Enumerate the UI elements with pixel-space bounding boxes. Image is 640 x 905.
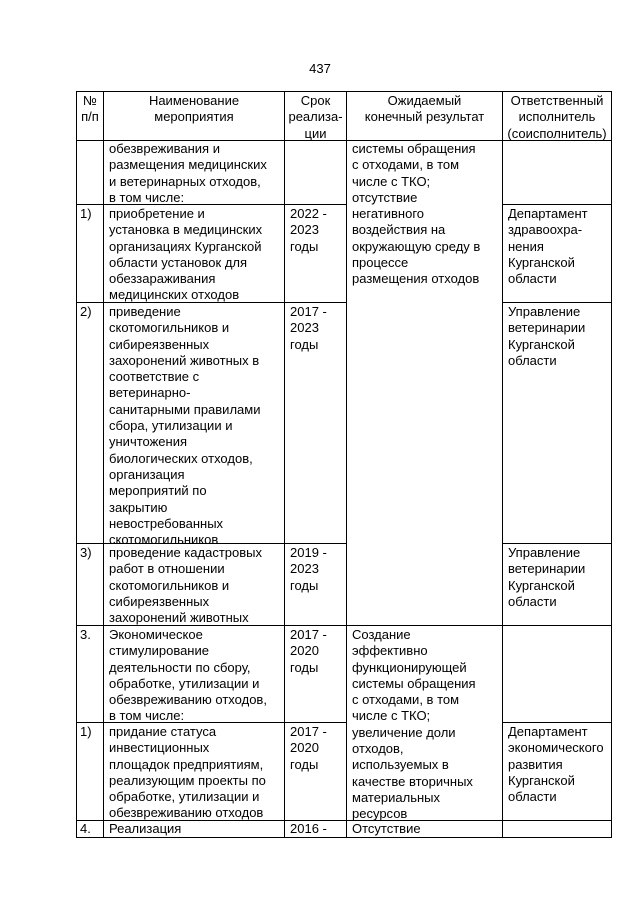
expected-result: системы обращения с отходами, в том числе с ТКО; отсутствие негативного воздействия на окружающую среду в процессе размещения отходов: [352, 141, 481, 287]
row-number: 2): [80, 304, 92, 319]
row-executor: Департамент экономического развития Курганской области: [508, 724, 604, 805]
table-rule: [502, 302, 612, 303]
row-name: придание статуса инвестиционных площадок предприятиям, реализующим проекты по обработке, утилизации и обезвреживанию отходов: [109, 724, 266, 821]
row-name: обезвреживания и размещения медицинских и ветеринарных отходов, в том числе:: [109, 141, 267, 205]
row-term: 2022 - 2023 годы: [290, 206, 327, 254]
row-name: приведение скотомогильников и сибиреязвенных захоронений животных в соответствие с ветеринарно- санитарными правилами сбора, утилизации и уничтожения биологических отходов, организация мероприятий по закрытию невостребованных скотомогильников: [109, 304, 261, 548]
row-name: Экономическое стимулирование деятельности по сбору, обработке, утилизации и обезвреживанию отходов, в том числе:: [109, 627, 267, 724]
table-rule: [284, 91, 285, 838]
row-executor: Департамент здравоохра- нения Курганской области: [508, 206, 588, 287]
row-number: 1): [80, 724, 92, 739]
table-rule: [611, 91, 612, 838]
row-term: 2019 - 2023 годы: [290, 545, 327, 593]
header-num: № п/п: [81, 93, 99, 125]
expected-result: Создание эффективно функционирующей системы обращения с отходами, в том числе с ТКО; увеличение доли отходов, используемых в качестве вторичных материальных ресурсов: [352, 627, 476, 822]
row-number: 4.: [80, 821, 91, 836]
row-term: 2017 - 2020 годы: [290, 627, 327, 675]
header-executor: Ответственный исполнитель (соисполнитель): [507, 93, 607, 141]
row-term: 2017 - 2020 годы: [290, 724, 327, 772]
table-rule: [502, 543, 612, 544]
table-rule: [502, 91, 503, 838]
row-name: Реализация: [109, 821, 182, 836]
table-rule: [103, 91, 104, 838]
row-executor: Управление ветеринарии Курганской области: [508, 545, 586, 609]
row-number: 3): [80, 545, 92, 560]
table-rule: [502, 204, 612, 205]
row-number: 1): [80, 206, 92, 221]
table-rule: [76, 91, 77, 838]
row-name: приобретение и установка в медицинских организациях Курганской области установок для обеззараживания медицинских отходов: [109, 206, 263, 303]
table-rule: [502, 722, 612, 723]
row-executor: Управление ветеринарии Курганской области: [508, 304, 586, 368]
table-rule: [346, 91, 347, 838]
row-name: проведение кадастровых работ в отношении скотомогильников и сибиреязвенных захоронений животных: [109, 545, 262, 626]
header-name: Наименование мероприятия: [148, 93, 240, 125]
table-rule: [76, 91, 612, 92]
row-number: 3.: [80, 627, 91, 642]
row-term: 2016 -: [290, 821, 327, 836]
header-term: Срок реализа- ции: [288, 93, 343, 141]
page-number: 437: [309, 61, 331, 76]
header-result: Ожидаемый конечный результат: [364, 93, 485, 125]
row-term: 2017 - 2023 годы: [290, 304, 327, 352]
expected-result: Отсутствие: [352, 821, 421, 836]
